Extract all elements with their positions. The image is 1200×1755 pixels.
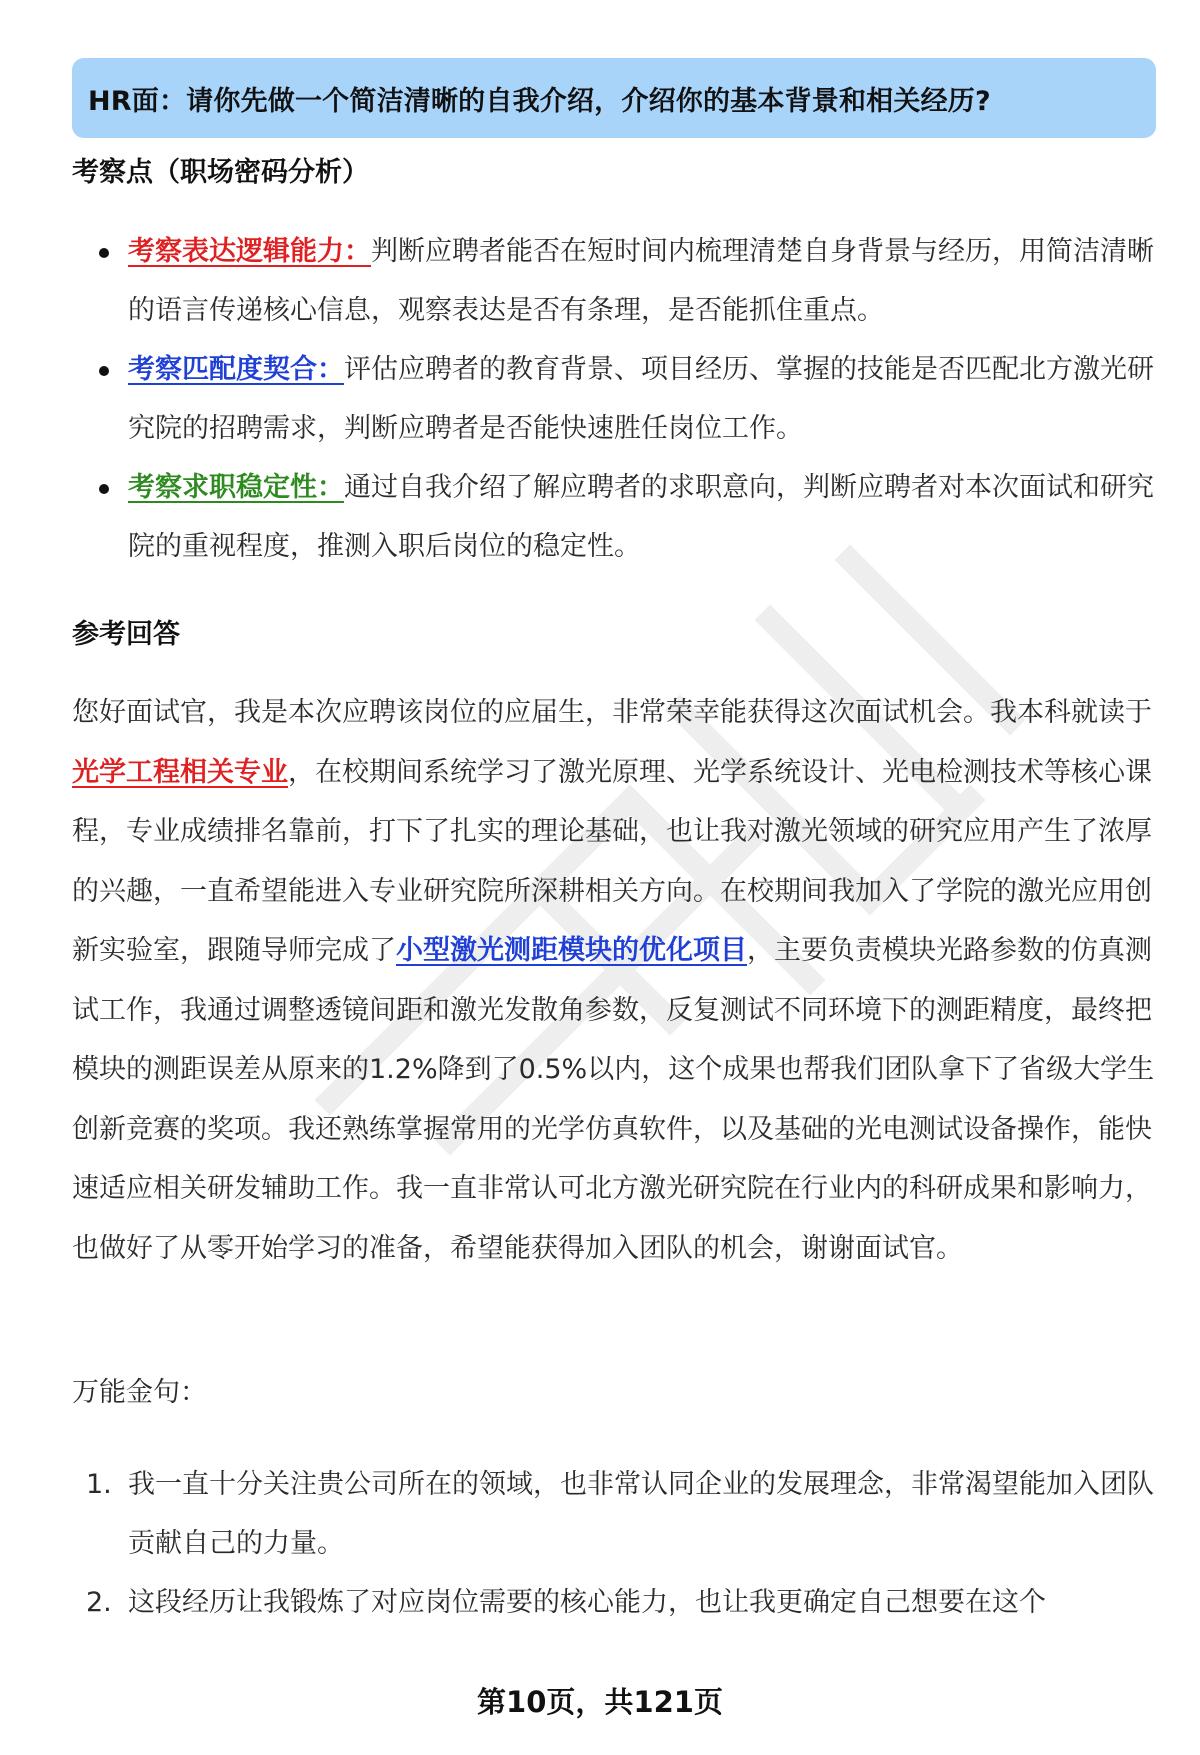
question-banner [72, 58, 1156, 138]
golden-sentence-item [72, 1573, 1156, 1632]
golden-sentences-list [72, 1455, 1156, 1632]
golden-sentence-number: 1. [86, 1469, 112, 1500]
assessment-keyword-stability: 考察求职稳定性： [128, 472, 344, 503]
answer-highlight-major: 光学工程相关专业 [72, 756, 288, 788]
assessment-keyword-logic: 考察表达逻辑能力： [128, 236, 371, 267]
golden-sentence-item [72, 1455, 1156, 1573]
page-footer: 第10页，共121页 [477, 1685, 723, 1719]
assessment-heading: 考察点（职场密码分析） [72, 157, 369, 188]
answer-part-1: 您好面试官，我是本次应聘该岗位的应届生，非常荣幸能获得这次面试机会。我本科就读于 [72, 697, 1152, 728]
answer-highlight-project: 小型激光测距模块的优化项目 [396, 935, 747, 966]
answer-part-2: ，在校期间系统学习了激光原理、光学系统设计、光电检测技术等核心课程，专业成绩排名靠前，打下了扎实的理论基础，也让我对激光领域的研究应用产生了浓厚的兴趣，一直希望能进入专业研究院所深耕相关方向。在校期间我加入了学院的激光应用创新实验室，跟随导师完成了 [72, 756, 1152, 966]
answer-paragraph [72, 683, 1156, 1278]
assessment-text-stability: 通过自我介绍了解应聘者的求职意向，判断应聘者对本次面试和研究院的重视程度，推测入职后岗位的稳定性。 [128, 472, 1154, 562]
golden-sentence-number: 2. [86, 1587, 112, 1618]
bullet-dot-icon [99, 366, 109, 376]
answer-part-3: ，主要负责模块光路参数的仿真测试工作，我通过调整透镜间距和激光发散角参数，反复测试不同环境下的测距精度，最终把模块的测距误差从原来的1.2%降到了0.5%以内，这个成果也帮我们团队拿下了省级大学生创新竞赛的奖项。我还熟练掌握常用的光学仿真软件，以及基础的光电测试设备操作，能快速适应相关研发辅助工作。我一直非常认可北方激光研究院在行业内的科研成果和影响力，也做好了从零开始学习的准备，希望能获得加入团队的机会，谢谢面试官。 [72, 935, 1155, 1264]
question-text: HR面：请你先做一个简洁清晰的自我介绍，介绍你的基本背景和相关经历? [88, 85, 991, 117]
assessment-item-logic [72, 222, 1156, 340]
assessment-list [72, 222, 1156, 576]
bullet-dot-icon [99, 248, 109, 258]
assessment-keyword-match: 考察匹配度契合： [128, 354, 344, 385]
assessment-text-match: 评估应聘者的教育背景、项目经历、掌握的技能是否匹配北方激光研究院的招聘需求，判断应聘者是否能快速胜任岗位工作。 [128, 354, 1154, 444]
answer-heading: 参考回答 [72, 619, 180, 650]
assessment-item-match [72, 340, 1156, 458]
assessment-item-stability [72, 458, 1156, 576]
golden-sentence-text: 这段经历让我锻炼了对应岗位需要的核心能力，也让我更确定自己想要在这个 [128, 1587, 1046, 1618]
bullet-dot-icon [99, 484, 109, 494]
assessment-text-logic: 判断应聘者能否在短时间内梳理清楚自身背景与经历，用简洁清晰的语言传递核心信息，观察表达是否有条理，是否能抓住重点。 [128, 236, 1154, 326]
golden-sentence-text: 我一直十分关注贵公司所在的领域，也非常认同企业的发展理念，非常渴望能加入团队贡献自己的力量。 [128, 1469, 1154, 1559]
golden-sentences-heading: 万能金句： [72, 1377, 207, 1408]
